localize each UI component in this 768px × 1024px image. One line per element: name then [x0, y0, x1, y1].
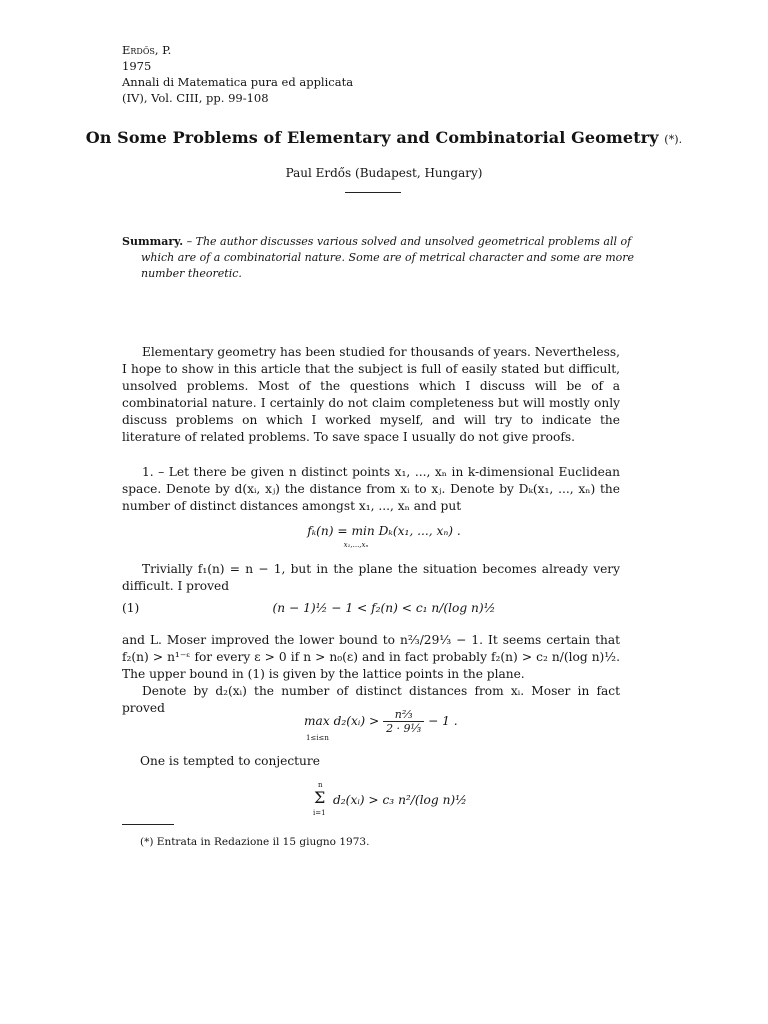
- denote-paragraph: Denote by d₂(xᵢ) the number of distinct distances from xᵢ. Moser in fact proved: [122, 684, 620, 715]
- equation-1: (n − 1)½ − 1 < f₂(n) < c₁ n/(log n)½: [272, 601, 496, 615]
- citation-volume: (IV), Vol. CIII, pp. 99-108: [122, 91, 269, 105]
- sum-inequality: d₂(xᵢ) > c₃ n²/(log n)½: [333, 793, 467, 807]
- tempted-paragraph: One is tempted to conjecture: [140, 754, 320, 768]
- footnote: (*) Entrata in Redazione il 15 giugno 1973.: [140, 836, 370, 848]
- intro-paragraph: Elementary geometry has been studied for thousands of years. Nevertheless, I hope to show in this article that the subject is full of easily stated but difficult, unsolved problems. Most of the questions which I discuss will be of a combinatorial nature. I certainly do not claim completeness but will mostly only discuss problems on which I worked myself, and will try to indicate the literature of related problems. To save space I usually do not give proofs.: [122, 345, 620, 444]
- max-numerator: n⅔: [383, 708, 424, 722]
- max-subscript: 1≤i≤n: [306, 734, 329, 742]
- formula-fk: [0, 524, 768, 538]
- summary: [122, 234, 641, 282]
- sum-symbol: Σ: [314, 788, 326, 807]
- author-line: Paul Erdős (Budapest, Hungary): [285, 166, 483, 180]
- formula-fk-text: fₖ(n) = min Dₖ(x₁, ..., xₙ) .: [307, 524, 461, 538]
- sum-upper-limit: n: [318, 781, 323, 789]
- trivially-paragraph: Trivially f₁(n) = n − 1, but in the plane the situation becomes already very difficult. I proved: [122, 562, 620, 593]
- title-footnote-mark: (*).: [664, 133, 683, 146]
- max-denominator: 2 · 9⅓: [386, 722, 422, 735]
- moser-paragraph: and L. Moser improved the lower bound to n⅔/29⅓ − 1. It seems certain that f₂(n) > n¹⁻ᵋ for every ε > 0 if n > n₀(ε) and in fact probably f₂(n) > c₂ n/(log n)½. The upper bound in (1) is given by the lattice points in the plane.: [122, 633, 620, 681]
- citation-header: [122, 42, 353, 106]
- author-divider: [345, 192, 401, 193]
- summary-label: Summary.: [122, 235, 184, 248]
- max-tail: − 1 .: [428, 714, 458, 728]
- summary-text: – The author discusses various solved and unsolved geometrical problems all of which are of a combinatorial nature. Some are of metrical character and some are more number theoretic.: [141, 235, 635, 280]
- max-fraction: [383, 708, 424, 735]
- section-1-lead: 1. – Let there be given n distinct points x₁, ..., xₙ in k-dimensional Euclidean space. Denote by d(xᵢ, xⱼ) the distance from xᵢ to xⱼ. Denote by Dₖ(x₁, ..., xₙ) the number of distinct distances amongst x₁, ..., xₙ and put: [122, 465, 620, 513]
- sum-lower-limit: i=1: [313, 809, 326, 817]
- citation-author: Erdős, P.: [122, 43, 172, 57]
- max-left: max d₂(xᵢ) >: [304, 714, 380, 728]
- paper-title-text: On Some Problems of Elementary and Combinatorial Geometry: [85, 128, 659, 147]
- citation-journal: Annali di Matematica pura ed applicata: [122, 75, 354, 89]
- equation-1-number: (1): [122, 601, 140, 615]
- paper-title: [0, 128, 768, 147]
- formula-fk-subscript: x₁,...,xₙ: [343, 541, 369, 549]
- footnote-divider: [122, 824, 174, 825]
- max-inequality: [304, 708, 458, 735]
- citation-year: 1975: [122, 59, 152, 73]
